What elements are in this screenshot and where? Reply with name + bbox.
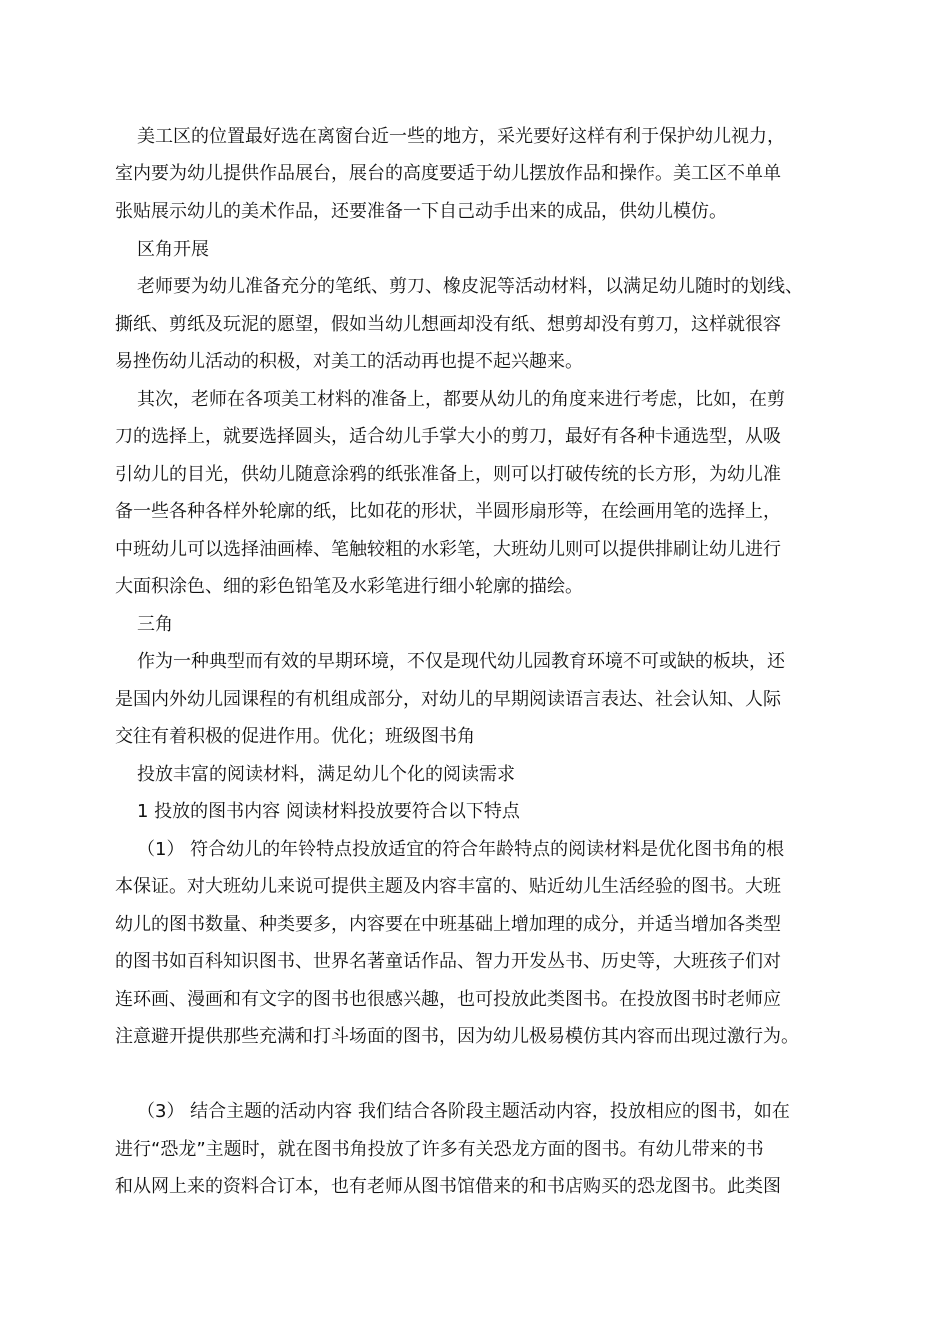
text-line: 易挫伤幼儿活动的积极，对美工的活动再也提不起兴趣来。 xyxy=(115,351,583,372)
text-line: 撕纸、剪纸及玩泥的愿望，假如当幼儿想画却没有纸、想剪却没有剪刀，这样就很容 xyxy=(115,314,781,335)
section-heading: 区角开展 xyxy=(137,239,209,260)
text-line: 本保证。对大班幼儿来说可提供主题及内容丰富的、贴近幼儿生活经验的图书。大班 xyxy=(115,876,781,897)
text-line: 大面积涂色、细的彩色铅笔及水彩笔进行细小轮廓的描绘。 xyxy=(115,576,583,597)
text-line: 交往有着积极的促进作用。优化；班级图书角 xyxy=(115,726,475,747)
text-line: （1） 符合幼儿的年铃特点投放适宜的符合年龄特点的阅读材料是优化图书角的根 xyxy=(137,839,785,860)
text-line: 张贴展示幼儿的美术作品，还要准备一下自己动手出来的成品，供幼儿模仿。 xyxy=(115,201,727,222)
text-line: 老师要为幼儿准备充分的笔纸、剪刀、橡皮泥等活动材料，以满足幼儿随时的划线、 xyxy=(137,276,803,297)
text-line: 注意避开提供那些充满和打斗场面的图书，因为幼儿极易模仿其内容而出现过激行为。 xyxy=(115,1026,799,1047)
section-heading: 三角 xyxy=(137,614,173,635)
text-line: 投放丰富的阅读材料，满足幼儿个化的阅读需求 xyxy=(137,764,515,785)
text-line: 的图书如百科知识图书、世界名著童话作品、智力开发丛书、历史等，大班孩子们对 xyxy=(115,951,781,972)
text-line: 1 投放的图书内容 阅读材料投放要符合以下特点 xyxy=(137,801,520,822)
text-line: 其次，老师在各项美工材料的准备上，都要从幼儿的角度来进行考虑，比如，在剪 xyxy=(137,389,785,410)
text-line: 美工区的位置最好选在离窗台近一些的地方，采光要好这样有利于保护幼儿视力， xyxy=(137,126,785,147)
text-line: 和从网上来的资料合订本，也有老师从图书馆借来的和书店购买的恐龙图书。此类图 xyxy=(115,1176,781,1197)
text-line: 室内要为幼儿提供作品展台，展台的高度要适于幼儿摆放作品和操作。美工区不单单 xyxy=(115,163,781,184)
text-line: 是国内外幼儿园课程的有机组成部分，对幼儿的早期阅读语言表达、社会认知、人际 xyxy=(115,689,781,710)
text-line: 引幼儿的目光，供幼儿随意涂鸦的纸张准备上，则可以打破传统的长方形，为幼儿准 xyxy=(115,464,781,485)
text-line: 连环画、漫画和有文字的图书也很感兴趣，也可投放此类图书。在投放图书时老师应 xyxy=(115,989,781,1010)
text-line: 备一些各种各样外轮廓的纸，比如花的形状，半圆形扇形等，在绘画用笔的选择上， xyxy=(115,501,781,522)
text-line: 刀的选择上，就要选择圆头，适合幼儿手掌大小的剪刀，最好有各种卡通选型，从吸 xyxy=(115,426,781,447)
text-line: 进行“恐龙”主题时，就在图书角投放了许多有关恐龙方面的图书。有幼儿带来的书 xyxy=(115,1139,764,1160)
text-line: （3） 结合主题的活动内容 我们结合各阶段主题活动内容，投放相应的图书，如在 xyxy=(137,1101,790,1122)
text-line: 中班幼儿可以选择油画棒、笔触较粗的水彩笔，大班幼儿则可以提供排刷让幼儿进行 xyxy=(115,539,781,560)
text-line: 幼儿的图书数量、种类要多，内容要在中班基础上增加理的成分，并适当增加各类型 xyxy=(115,914,781,935)
text-line: 作为一种典型而有效的早期环境，不仅是现代幼儿园教育环境不可或缺的板块，还 xyxy=(137,651,785,672)
